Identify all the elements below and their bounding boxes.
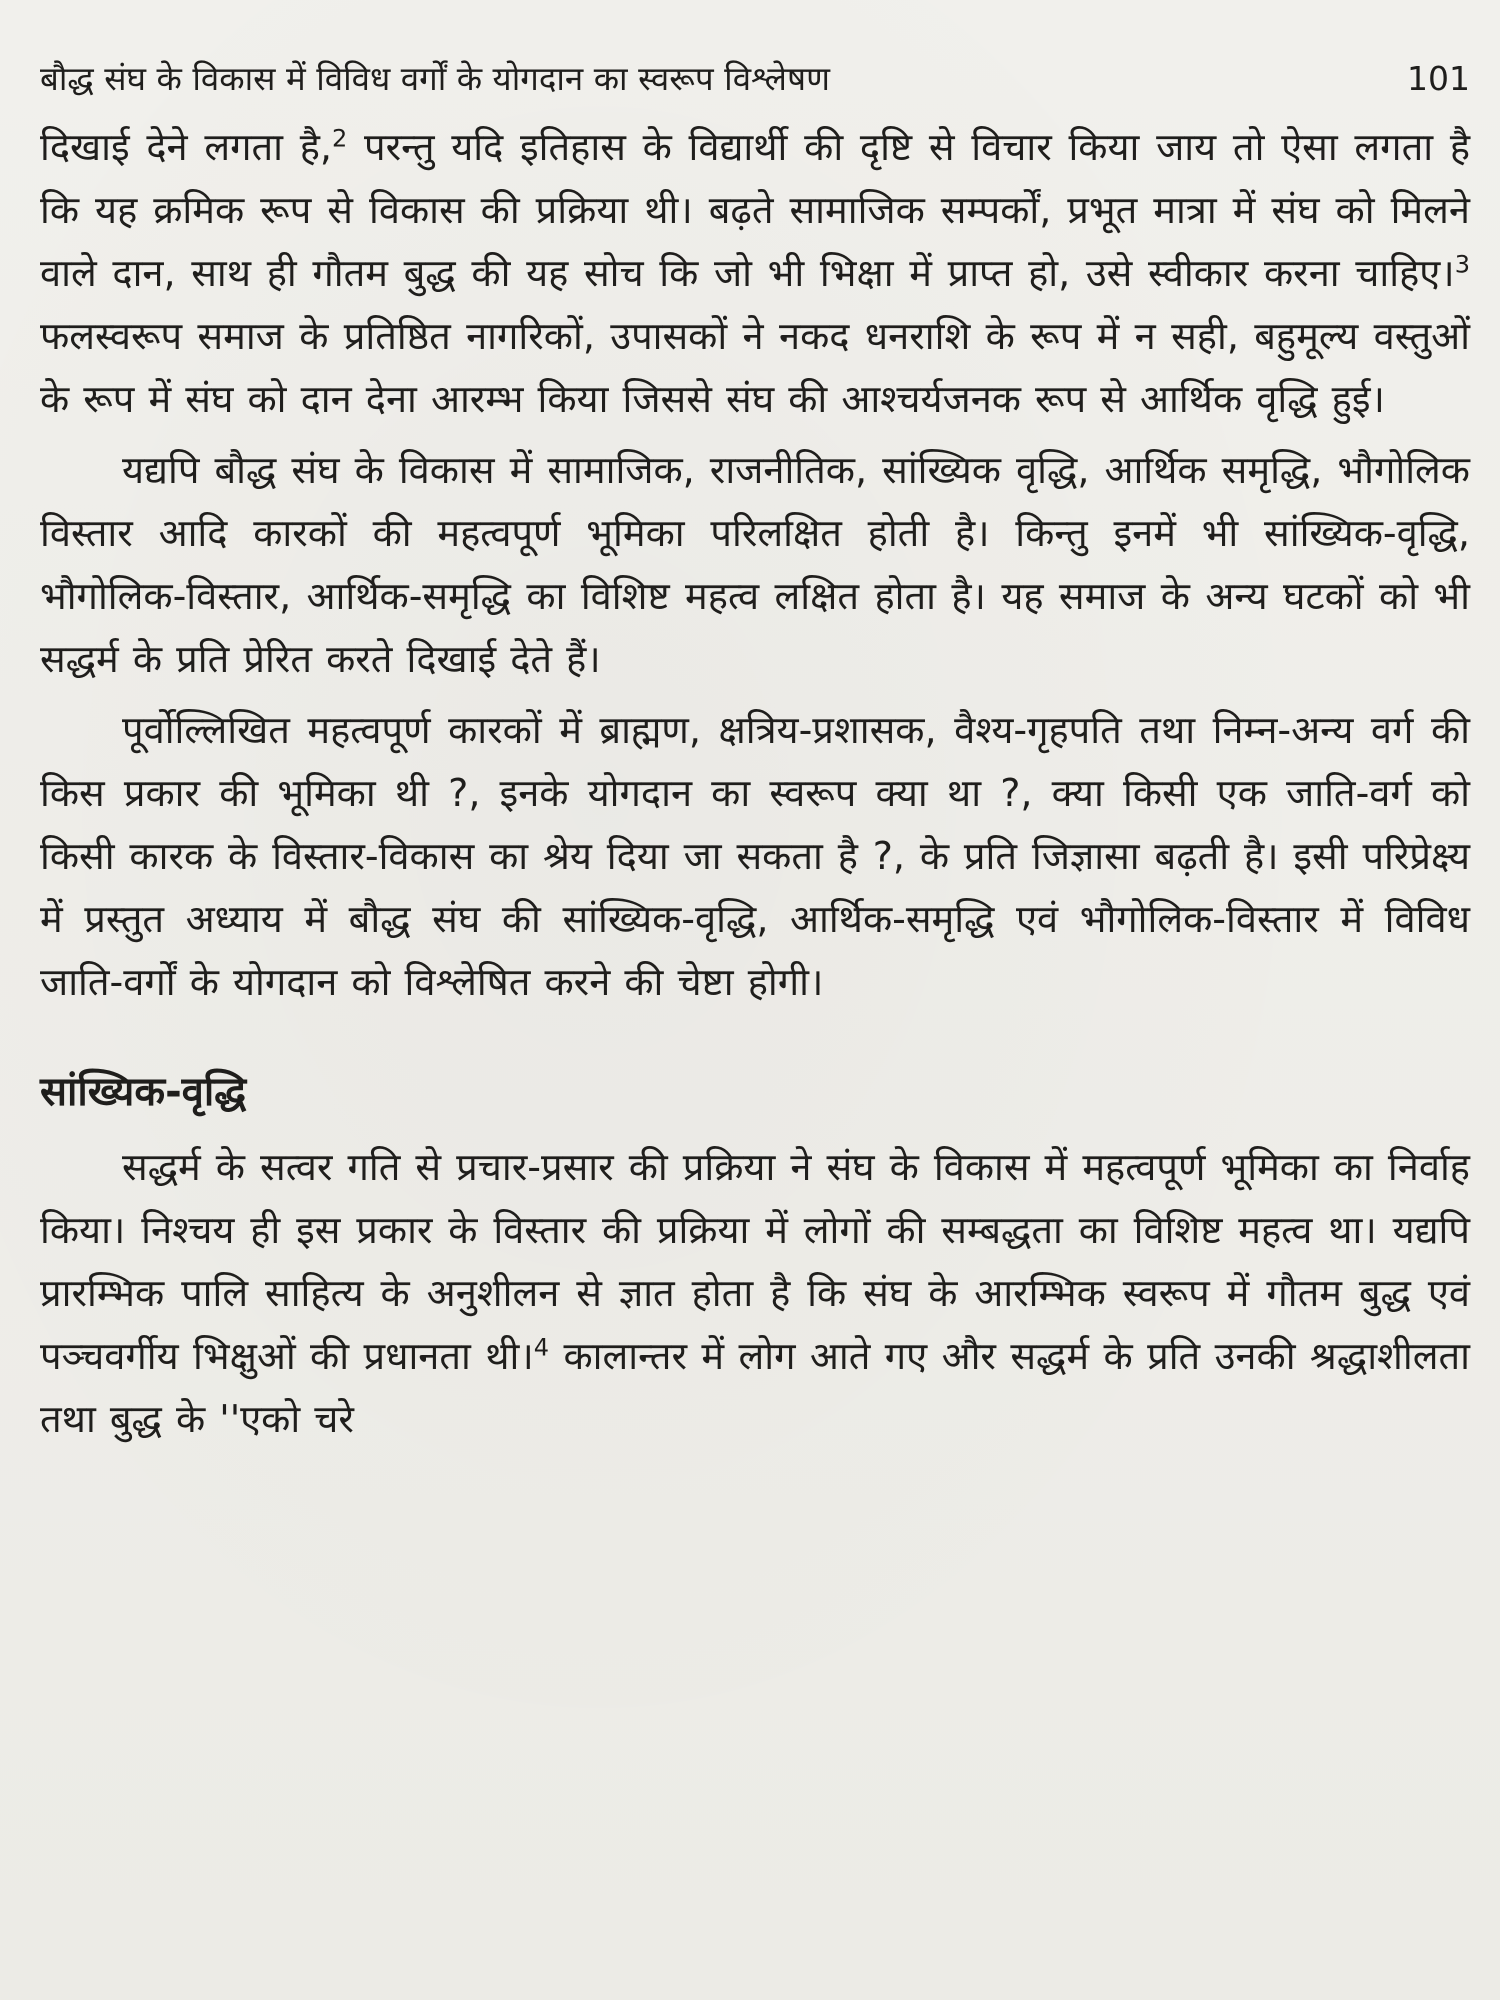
paragraph-2 [40,439,1470,691]
footnote-ref[interactable]: 4 [533,1333,550,1362]
footnote-ref[interactable]: 2 [331,124,348,153]
text-run: पूर्वोल्लिखित महत्वपूर्ण कारकों में ब्राह्मण, क्षत्रिय-प्रशासक, वैश्य-गृहपति तथा निम्न-अन्य वर्ग की किस प्रकार की भूमिका थी ?, इनके योगदान का स्वरूप क्या था ?, क्या किसी एक जाति-वर्ग को किसी कारक के विस्तार-विकास का श्रेय दिया जा सकता है ?, के प्रति जिज्ञासा बढ़ती है। इसी परिप्रेक्ष्य में प्रस्तुत अध्याय में बौद्ध संघ की सांख्यिक-वृद्धि, आर्थिक-समृद्धि एवं भौगोलिक-विस्तार में विविध जाति-वर्गों के योगदान को विश्लेषित करने की चेष्टा होगी। [40,708,1470,1004]
text-run: फलस्वरूप समाज के प्रतिष्ठित नागरिकों, उपासकों ने नकद धनराशि के रूप में न सही, बहुमूल्य वस्तुओं के रूप में संघ को दान देना आरम्भ किया जिससे संघ की आश्चर्यजनक रूप से आर्थिक वृद्धि हुई। [40,314,1470,421]
text-run: दिखाई देने लगता है, [40,125,332,169]
paragraph-3 [40,699,1470,1014]
text-run: कालान्तर में लोग आते गए और सद्धर्म के प्रति उनकी श्रद्धाशीलता तथा बुद्ध के ''एको चरे [40,1334,1470,1441]
text-run: परन्तु यदि इतिहास के विद्यार्थी की दृष्टि से विचार किया जाय तो ऐसा लगता है कि यह क्रमिक रूप से विकास की प्रक्रिया थी। बढ़ते सामाजिक सम्पर्कों, प्रभूत मात्रा में संघ को मिलने वाले दान, साथ ही गौतम बुद्ध की यह सोच कि जो भी भिक्षा में प्राप्त हो, उसे स्वीकार करना चाहिए। [40,125,1470,295]
section-heading: सांख्यिक-वृद्धि [40,1069,247,1115]
text-run: सद्धर्म के सत्वर गति से प्रचार-प्रसार की प्रक्रिया ने संघ के विकास में महत्वपूर्ण भूमिका का निर्वाह किया। निश्चय ही इस प्रकार के विस्तार की प्रक्रिया में लोगों की सम्बद्धता का विशिष्ट महत्व था। यद्यपि प्रारम्भिक पालि साहित्य के अनुशीलन से ज्ञात होता है कि संघ के आरम्भिक स्वरूप में गौतम बुद्ध एवं पञ्चवर्गीय भिक्षुओं की प्रधानता थी। [40,1145,1470,1378]
chapter-title: बौद्ध संघ के विकास में विविध वर्गों के योगदान का स्वरूप विश्लेषण [40,59,830,98]
paragraph-1 [40,116,1470,431]
footnote-ref[interactable]: 3 [1454,250,1470,279]
paragraph-4 [40,1136,1470,1451]
page-number: 101 [1407,59,1470,98]
running-head [40,56,1470,102]
body-text [40,116,1470,1451]
text-run: यद्यपि बौद्ध संघ के विकास में सामाजिक, राजनीतिक, सांख्यिक वृद्धि, आर्थिक समृद्धि, भौगोलिक विस्तार आदि कारकों की महत्वपूर्ण भूमिका परिलक्षित होती है। किन्तु इनमें भी सांख्यिक-वृद्धि, भौगोलिक-विस्तार, आर्थिक-समृद्धि का विशिष्ट महत्व लक्षित होता है। यह समाज के अन्य घटकों को भी सद्धर्म के प्रति प्रेरित करते दिखाई देते हैं। [40,448,1470,681]
